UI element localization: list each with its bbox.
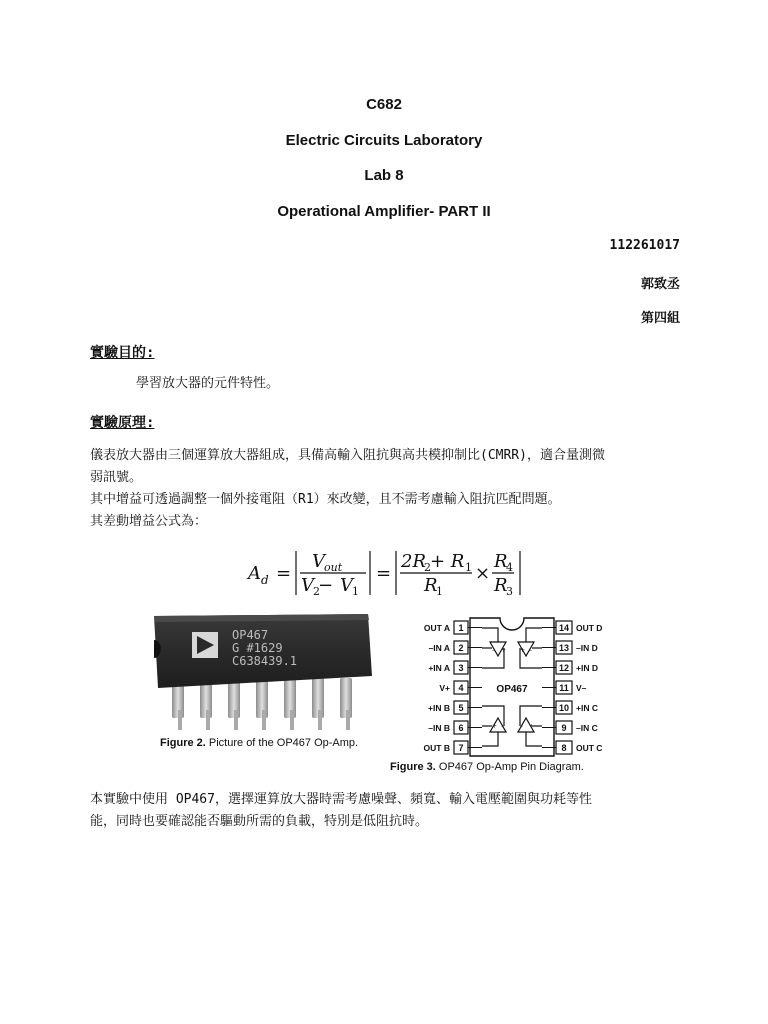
pin-label-14: OUT D (576, 623, 603, 633)
ic-center-label: OP467 (496, 684, 528, 695)
formula-frac1-den-b: V (340, 575, 353, 596)
formula-frac2-num-a-sub: 2 (424, 561, 431, 574)
purpose-heading: 實驗目的: (90, 345, 155, 361)
formula-frac2-num-plus: + R (430, 551, 465, 572)
pin-number-3: 3 (458, 663, 464, 673)
pin-label-13: –IN D (576, 643, 598, 653)
purpose-text: 學習放大器的元件特性。 (136, 376, 280, 391)
chip-pins (172, 678, 352, 730)
formula-frac2-num-a: 2R (401, 551, 427, 572)
formula-lhs-sub: d (261, 573, 269, 587)
pin-number-1: 1 (458, 623, 464, 633)
formula-frac1-num: V (312, 551, 325, 572)
pin-number-14: 14 (558, 623, 570, 633)
formula-lhs: A (248, 563, 261, 584)
formula-frac1-den-a: V (301, 575, 314, 596)
course-code: C682 (366, 96, 402, 113)
left-pin-boxes (424, 621, 482, 754)
formula-frac3-den-sub: 3 (506, 585, 513, 598)
principle-paragraph-4 (90, 789, 682, 833)
pin-label-4: V+ (439, 683, 450, 693)
figure-2 (148, 606, 374, 736)
lab-number: Lab 8 (364, 167, 404, 184)
svg-text:–: – (529, 647, 532, 654)
pin-label-7: OUT B (423, 743, 450, 753)
gain-formula (248, 545, 538, 597)
pin-number-11: 11 (559, 683, 569, 693)
pin-number-13: 13 (558, 643, 570, 653)
pin-label-6: –IN B (428, 723, 450, 733)
formula-frac1-num-sub: out (324, 561, 343, 574)
pin-label-2: –IN A (428, 643, 450, 653)
pin-label-3: +IN A (428, 663, 450, 673)
analog-devices-logo-icon (192, 632, 218, 658)
svg-text:–: – (520, 723, 523, 730)
principle-p3: 其差動增益公式為： (90, 514, 208, 529)
figure-2-caption-text: Picture of the OP467 Op-Amp. (205, 737, 359, 749)
pin-label-12: +IN D (576, 663, 598, 673)
pin-label-11: V– (576, 683, 587, 693)
svg-text:–: – (492, 647, 495, 654)
pin-label-8: OUT C (576, 743, 603, 753)
figure-3-caption (390, 761, 584, 773)
pin-number-5: 5 (458, 703, 464, 713)
student-name: 郭致丞 (640, 277, 680, 292)
formula-frac2-num-b-sub: 1 (465, 561, 472, 574)
principle-p1-line2: 弱訊號。 (90, 470, 143, 485)
student-id: 112261017 (609, 238, 680, 253)
formula-eq-2: = (376, 563, 392, 584)
svg-text:+: + (501, 647, 507, 654)
formula-frac2-den: R (424, 575, 438, 596)
formula-frac3-num: R (494, 551, 508, 572)
formula-times: × (475, 563, 491, 584)
pin-number-2: 2 (458, 643, 464, 653)
chip-marking-1: OP467 (232, 628, 269, 642)
formula-frac3-num-sub: 4 (506, 561, 513, 574)
pin-number-4: 4 (458, 683, 464, 693)
chip-marking-3: C638439.1 (232, 654, 298, 668)
svg-text:+: + (520, 647, 526, 654)
pin-label-1: OUT A (423, 623, 450, 633)
formula-frac1-den-minus: − (318, 575, 334, 596)
document-title: Operational Amplifier- PART II (277, 203, 491, 220)
chip-marking-2: G #1629 (232, 641, 283, 655)
principle-paragraph-1 (90, 445, 682, 533)
figure-3 (408, 614, 618, 760)
figure-2-caption-label: Figure 2. (160, 737, 206, 749)
principle-p4-line1: 本實驗中使用 OP467，選擇運算放大器時需考慮噪聲、頻寬、輸入電壓範圍與功耗等性 (90, 792, 592, 807)
formula-frac2-den-sub: 1 (436, 585, 443, 598)
formula-frac1-den-a-sub: 2 (313, 585, 320, 598)
group-number: 第四組 (640, 311, 680, 326)
figure-3-caption-label: Figure 3. (390, 761, 436, 773)
figure-3-caption-text: OP467 Op-Amp Pin Diagram. (435, 761, 584, 773)
formula-frac1-den-b-sub: 1 (352, 585, 359, 598)
principle-p4-line2: 能，同時也要確認能否驅動所需的負載，特別是低阻抗時。 (90, 814, 429, 829)
figure-2-caption (160, 737, 358, 749)
op467-pin-diagram (408, 614, 618, 760)
pin-number-8: 8 (561, 743, 567, 753)
pin-number-7: 7 (458, 743, 464, 753)
svg-text:+: + (492, 723, 498, 730)
pin-label-10: +IN C (576, 703, 598, 713)
principle-p2: 其中增益可透過調整一個外接電阻（R1）來改變，且不需考慮輸入阻抗匹配問題。 (90, 492, 561, 507)
formula-eq-1: = (276, 563, 292, 584)
right-pin-boxes (542, 621, 602, 754)
svg-text:+: + (529, 723, 535, 730)
principle-p1-line1: 儀表放大器由三個運算放大器組成，具備高輸入阻抗與高共模抑制比(CMRR)，適合量測微 (90, 448, 605, 463)
course-name: Electric Circuits Laboratory (285, 132, 483, 149)
op467-chip-photo (148, 606, 374, 736)
pin-number-10: 10 (558, 703, 570, 713)
pin-number-6: 6 (458, 723, 464, 733)
pin-number-12: 12 (558, 663, 570, 673)
pin-label-5: +IN B (428, 703, 450, 713)
formula-frac3-den: R (494, 575, 508, 596)
pin-number-9: 9 (561, 723, 567, 733)
pin-label-9: –IN C (576, 723, 598, 733)
principle-heading: 實驗原理: (90, 415, 155, 431)
svg-text:–: – (501, 723, 504, 730)
